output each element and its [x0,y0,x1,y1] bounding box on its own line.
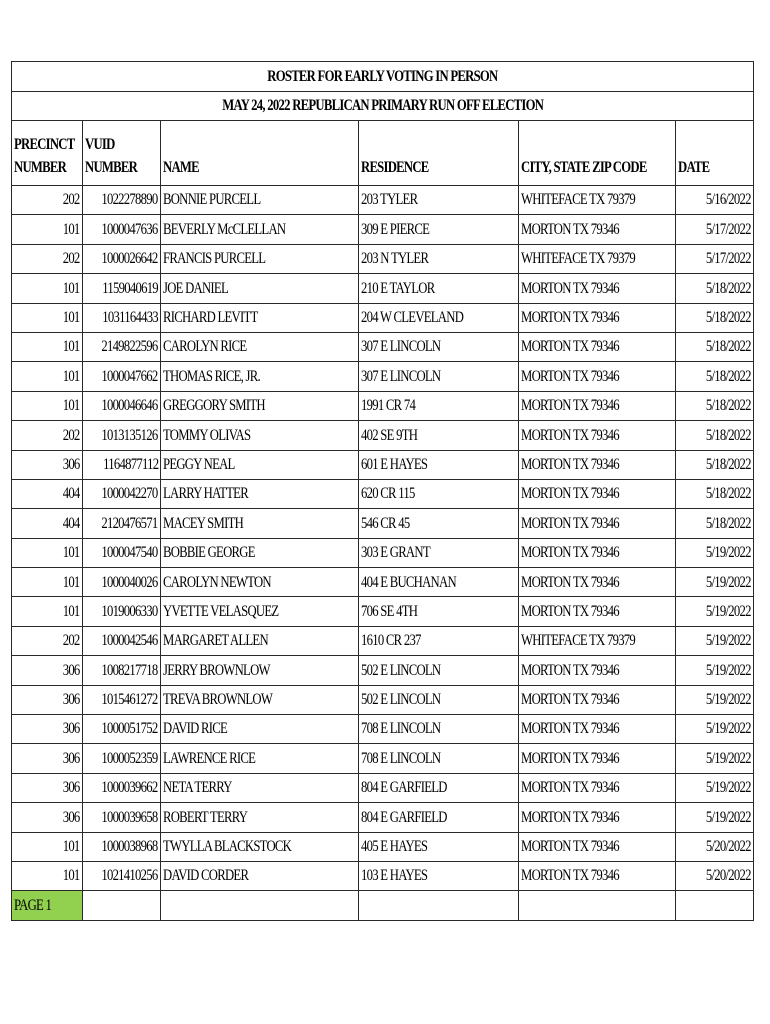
election-title: MAY 24, 2022 REPUBLICAN PRIMARY RUN OFF ELECTION [222,97,543,114]
precinct-cell: 306 [12,685,83,714]
vuid-cell: 1015461272 [83,685,161,714]
precinct-cell: 306 [12,744,83,773]
header-precinct [12,121,83,186]
header-residence: RESIDENCE [359,121,519,186]
precinct-cell: 306 [12,715,83,744]
date-cell: 5/19/2022 [676,538,754,567]
precinct-cell: 101 [12,568,83,597]
roster-table [11,61,754,921]
date-cell: 5/18/2022 [676,332,754,361]
footer-empty-cell [359,891,519,920]
residence-cell: 1991 CR 74 [359,391,519,420]
precinct-cell: 101 [12,861,83,890]
city-state-zip-cell: MORTON TX 79346 [519,332,676,361]
vuid-cell: 1019006330 [83,597,161,626]
vuid-cell: 1013135126 [83,421,161,450]
residence-cell: 1610 CR 237 [359,626,519,655]
residence-cell: 546 CR 45 [359,509,519,538]
header-row [12,121,754,186]
vuid-cell: 1159040619 [83,274,161,303]
residence-cell: 502 E LINCOLN [359,656,519,685]
date-cell: 5/18/2022 [676,509,754,538]
precinct-cell: 306 [12,803,83,832]
city-state-zip-cell: MORTON TX 79346 [519,391,676,420]
header-vuid-line2: NUMBER [85,158,138,176]
city-state-zip-cell: MORTON TX 79346 [519,744,676,773]
date-cell: 5/18/2022 [676,479,754,508]
residence-cell: 620 CR 115 [359,479,519,508]
table-row [12,332,754,361]
date-cell: 5/17/2022 [676,244,754,273]
table-row [12,215,754,244]
voter-name-cell: CAROLYN NEWTON [161,568,359,597]
vuid-cell: 1000051752 [83,715,161,744]
table-row [12,568,754,597]
date-cell: 5/19/2022 [676,597,754,626]
city-state-zip-cell: WHITEFACE TX 79379 [519,186,676,215]
table-row [12,685,754,714]
footer-row [12,891,754,920]
table-row [12,421,754,450]
title-cell-2 [12,91,754,121]
date-cell: 5/17/2022 [676,215,754,244]
precinct-cell: 306 [12,656,83,685]
date-cell: 5/19/2022 [676,715,754,744]
vuid-cell: 1000047636 [83,215,161,244]
precinct-cell: 306 [12,450,83,479]
residence-cell: 404 E BUCHANAN [359,568,519,597]
date-cell: 5/18/2022 [676,362,754,391]
table-row [12,597,754,626]
header-name: NAME [161,121,359,186]
city-state-zip-cell: MORTON TX 79346 [519,803,676,832]
residence-cell: 708 E LINCOLN [359,744,519,773]
date-cell: 5/20/2022 [676,832,754,861]
voter-name-cell: RICHARD LEVITT [161,303,359,332]
table-row [12,479,754,508]
table-row [12,186,754,215]
precinct-cell: 101 [12,274,83,303]
title-cell-1 [12,62,754,92]
table-row [12,656,754,685]
precinct-cell: 101 [12,362,83,391]
vuid-cell: 1000046646 [83,391,161,420]
voter-name-cell: JERRY BROWNLOW [161,656,359,685]
voter-name-cell: BOBBIE GEORGE [161,538,359,567]
header-date: DATE [676,121,754,186]
roster-body [12,62,754,921]
vuid-cell: 1021410256 [83,861,161,890]
vuid-cell: 1000047662 [83,362,161,391]
voter-name-cell: MACEY SMITH [161,509,359,538]
city-state-zip-cell: MORTON TX 79346 [519,773,676,802]
residence-cell: 804 E GARFIELD [359,803,519,832]
table-row [12,391,754,420]
table-row [12,274,754,303]
voter-name-cell: BEVERLY McCLELLAN [161,215,359,244]
residence-cell: 307 E LINCOLN [359,332,519,361]
date-cell: 5/19/2022 [676,744,754,773]
city-state-zip-cell: MORTON TX 79346 [519,568,676,597]
footer-empty-cell [83,891,161,920]
date-cell: 5/19/2022 [676,685,754,714]
header-city: CITY, STATE ZIP CODE [519,121,676,186]
voter-name-cell: PEGGY NEAL [161,450,359,479]
header-precinct-line1: PRECINCT [14,136,75,154]
voter-name-cell: TWYLLA BLACKSTOCK [161,832,359,861]
city-state-zip-cell: MORTON TX 79346 [519,421,676,450]
voter-name-cell: MARGARET ALLEN [161,626,359,655]
city-state-zip-cell: MORTON TX 79346 [519,303,676,332]
vuid-cell: 1000039662 [83,773,161,802]
vuid-cell: 1031164433 [83,303,161,332]
precinct-cell: 101 [12,391,83,420]
date-cell: 5/19/2022 [676,626,754,655]
vuid-cell: 1000052359 [83,744,161,773]
table-row [12,861,754,890]
voter-name-cell: DAVID CORDER [161,861,359,890]
residence-cell: 307 E LINCOLN [359,362,519,391]
residence-cell: 706 SE 4TH [359,597,519,626]
table-row [12,715,754,744]
residence-cell: 309 E PIERCE [359,215,519,244]
residence-cell: 402 SE 9TH [359,421,519,450]
city-state-zip-cell: MORTON TX 79346 [519,215,676,244]
date-cell: 5/19/2022 [676,656,754,685]
vuid-cell: 1164877112 [83,450,161,479]
residence-cell: 303 E GRANT [359,538,519,567]
header-vuid [83,121,161,186]
table-row [12,538,754,567]
vuid-cell: 1000042270 [83,479,161,508]
date-cell: 5/20/2022 [676,861,754,890]
city-state-zip-cell: MORTON TX 79346 [519,656,676,685]
table-row [12,362,754,391]
precinct-cell: 101 [12,215,83,244]
city-state-zip-cell: MORTON TX 79346 [519,509,676,538]
voter-name-cell: DAVID RICE [161,715,359,744]
table-row [12,832,754,861]
vuid-cell: 1000040026 [83,568,161,597]
voter-name-cell: LAWRENCE RICE [161,744,359,773]
city-state-zip-cell: WHITEFACE TX 79379 [519,626,676,655]
voter-name-cell: GREGGORY SMITH [161,391,359,420]
header-vuid-line1: VUID [85,136,115,154]
table-row [12,303,754,332]
precinct-cell: 101 [12,332,83,361]
city-state-zip-cell: MORTON TX 79346 [519,597,676,626]
residence-cell: 502 E LINCOLN [359,685,519,714]
precinct-cell: 202 [12,186,83,215]
table-row [12,744,754,773]
precinct-cell: 404 [12,509,83,538]
residence-cell: 804 E GARFIELD [359,773,519,802]
date-cell: 5/18/2022 [676,450,754,479]
precinct-cell: 404 [12,479,83,508]
table-row [12,773,754,802]
date-cell: 5/16/2022 [676,186,754,215]
voter-name-cell: TREVA BROWNLOW [161,685,359,714]
precinct-cell: 101 [12,538,83,567]
title-row-2 [12,91,754,121]
page-label-cell [12,891,83,920]
residence-cell: 204 W CLEVELAND [359,303,519,332]
date-cell: 5/18/2022 [676,421,754,450]
precinct-cell: 101 [12,303,83,332]
table-row [12,803,754,832]
roster-title: ROSTER FOR EARLY VOTING IN PERSON [267,67,498,85]
city-state-zip-cell: MORTON TX 79346 [519,362,676,391]
precinct-cell: 306 [12,773,83,802]
vuid-cell: 1022278890 [83,186,161,215]
city-state-zip-cell: MORTON TX 79346 [519,715,676,744]
residence-cell: 708 E LINCOLN [359,715,519,744]
residence-cell: 601 E HAYES [359,450,519,479]
residence-cell: 405 E HAYES [359,832,519,861]
voter-name-cell: CAROLYN RICE [161,332,359,361]
city-state-zip-cell: MORTON TX 79346 [519,274,676,303]
vuid-cell: 1000026642 [83,244,161,273]
voter-name-cell: JOE DANIEL [161,274,359,303]
voter-name-cell: TOMMY OLIVAS [161,421,359,450]
precinct-cell: 101 [12,597,83,626]
vuid-cell: 2120476571 [83,509,161,538]
voter-name-cell: LARRY HATTER [161,479,359,508]
header-precinct-line2: NUMBER [14,158,67,176]
voter-name-cell: ROBERT TERRY [161,803,359,832]
vuid-cell: 1000038968 [83,832,161,861]
voter-name-cell: YVETTE VELASQUEZ [161,597,359,626]
footer-empty-cell [676,891,754,920]
table-row [12,626,754,655]
city-state-zip-cell: MORTON TX 79346 [519,861,676,890]
vuid-cell: 2149822596 [83,332,161,361]
title-row-1 [12,62,754,92]
footer-empty-cell [519,891,676,920]
date-cell: 5/19/2022 [676,803,754,832]
voter-name-cell: NETA TERRY [161,773,359,802]
vuid-cell: 1000047540 [83,538,161,567]
precinct-cell: 202 [12,421,83,450]
page-label: PAGE 1 [14,896,52,914]
residence-cell: 210 E TAYLOR [359,274,519,303]
precinct-cell: 101 [12,832,83,861]
table-row [12,509,754,538]
city-state-zip-cell: WHITEFACE TX 79379 [519,244,676,273]
residence-cell: 103 E HAYES [359,861,519,890]
city-state-zip-cell: MORTON TX 79346 [519,832,676,861]
residence-cell: 203 TYLER [359,186,519,215]
residence-cell: 203 N TYLER [359,244,519,273]
table-row [12,450,754,479]
vuid-cell: 1000039658 [83,803,161,832]
footer-empty-cell [161,891,359,920]
date-cell: 5/19/2022 [676,568,754,597]
city-state-zip-cell: MORTON TX 79346 [519,450,676,479]
city-state-zip-cell: MORTON TX 79346 [519,479,676,508]
date-cell: 5/18/2022 [676,303,754,332]
precinct-cell: 202 [12,626,83,655]
city-state-zip-cell: MORTON TX 79346 [519,538,676,567]
voter-name-cell: THOMAS RICE, JR. [161,362,359,391]
voter-name-cell: BONNIE PURCELL [161,186,359,215]
vuid-cell: 1008217718 [83,656,161,685]
table-row [12,244,754,273]
date-cell: 5/18/2022 [676,274,754,303]
voter-name-cell: FRANCIS PURCELL [161,244,359,273]
city-state-zip-cell: MORTON TX 79346 [519,685,676,714]
date-cell: 5/19/2022 [676,773,754,802]
precinct-cell: 202 [12,244,83,273]
vuid-cell: 1000042546 [83,626,161,655]
date-cell: 5/18/2022 [676,391,754,420]
